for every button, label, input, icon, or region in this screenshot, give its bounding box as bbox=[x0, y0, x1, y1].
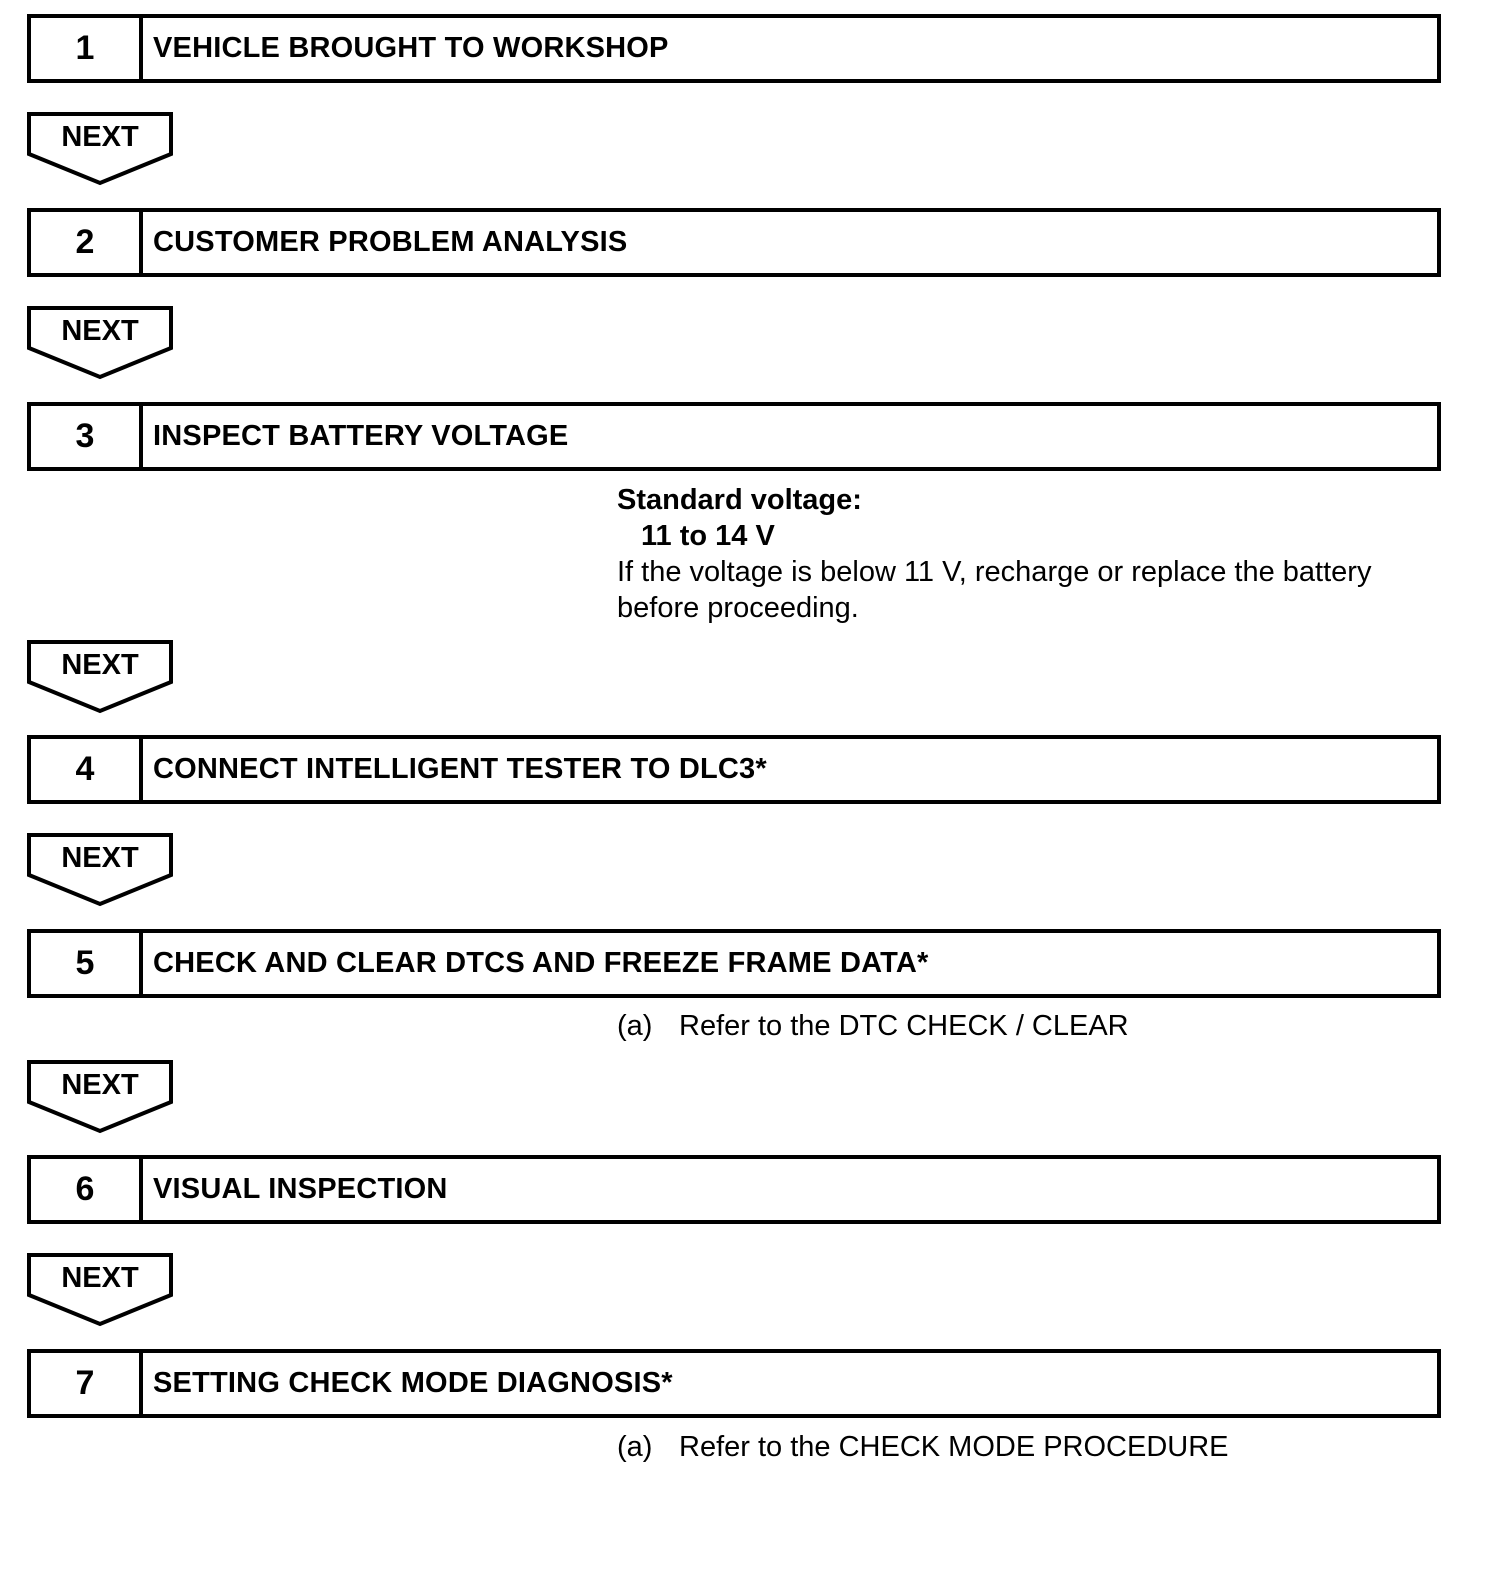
step-5 bbox=[27, 929, 1441, 998]
next-arrow-4 bbox=[27, 833, 173, 907]
step-number: 5 bbox=[31, 933, 143, 994]
next-label: NEXT bbox=[61, 649, 139, 681]
step-title: CONNECT INTELLIGENT TESTER TO DLC3* bbox=[153, 753, 767, 785]
next-arrow-2 bbox=[27, 306, 173, 380]
step-title: VEHICLE BROUGHT TO WORKSHOP bbox=[153, 32, 669, 64]
step-title: VISUAL INSPECTION bbox=[153, 1173, 448, 1205]
step-3 bbox=[27, 402, 1441, 471]
next-label: NEXT bbox=[61, 1069, 139, 1101]
standard-voltage-heading: Standard voltage: bbox=[617, 484, 862, 516]
step-4 bbox=[27, 735, 1441, 804]
step-title: CHECK AND CLEAR DTCS AND FREEZE FRAME DATA* bbox=[153, 947, 929, 979]
step-number: 6 bbox=[31, 1159, 143, 1220]
reference-letter: (a) bbox=[617, 1010, 653, 1042]
step-7 bbox=[27, 1349, 1441, 1418]
step-title: CUSTOMER PROBLEM ANALYSIS bbox=[153, 226, 628, 258]
step-5-reference bbox=[617, 1010, 1129, 1043]
step-1 bbox=[27, 14, 1441, 83]
standard-voltage-value: 11 to 14 V bbox=[641, 520, 775, 552]
reference-letter: (a) bbox=[617, 1431, 653, 1463]
next-label: NEXT bbox=[61, 315, 139, 347]
next-label: NEXT bbox=[61, 1262, 139, 1294]
next-label: NEXT bbox=[61, 842, 139, 874]
step-7-reference bbox=[617, 1431, 1229, 1464]
next-arrow-1 bbox=[27, 112, 173, 186]
next-arrow-3 bbox=[27, 640, 173, 714]
step-number: 3 bbox=[31, 406, 143, 467]
reference-text: Refer to the DTC CHECK / CLEAR bbox=[679, 1010, 1129, 1042]
step-number: 7 bbox=[31, 1353, 143, 1414]
step-number: 1 bbox=[31, 18, 143, 79]
step-title: INSPECT BATTERY VOLTAGE bbox=[153, 420, 569, 452]
step-2 bbox=[27, 208, 1441, 277]
next-arrow-6 bbox=[27, 1253, 173, 1327]
step-number: 2 bbox=[31, 212, 143, 273]
reference-text: Refer to the CHECK MODE PROCEDURE bbox=[679, 1431, 1229, 1463]
battery-voltage-note bbox=[617, 482, 1371, 626]
battery-note-line-2: before proceeding. bbox=[617, 592, 859, 624]
next-label: NEXT bbox=[61, 121, 139, 153]
step-number: 4 bbox=[31, 739, 143, 800]
step-title: SETTING CHECK MODE DIAGNOSIS* bbox=[153, 1367, 673, 1399]
step-6 bbox=[27, 1155, 1441, 1224]
next-arrow-5 bbox=[27, 1060, 173, 1134]
battery-note-line-1: If the voltage is below 11 V, recharge or replace the battery bbox=[617, 556, 1372, 588]
